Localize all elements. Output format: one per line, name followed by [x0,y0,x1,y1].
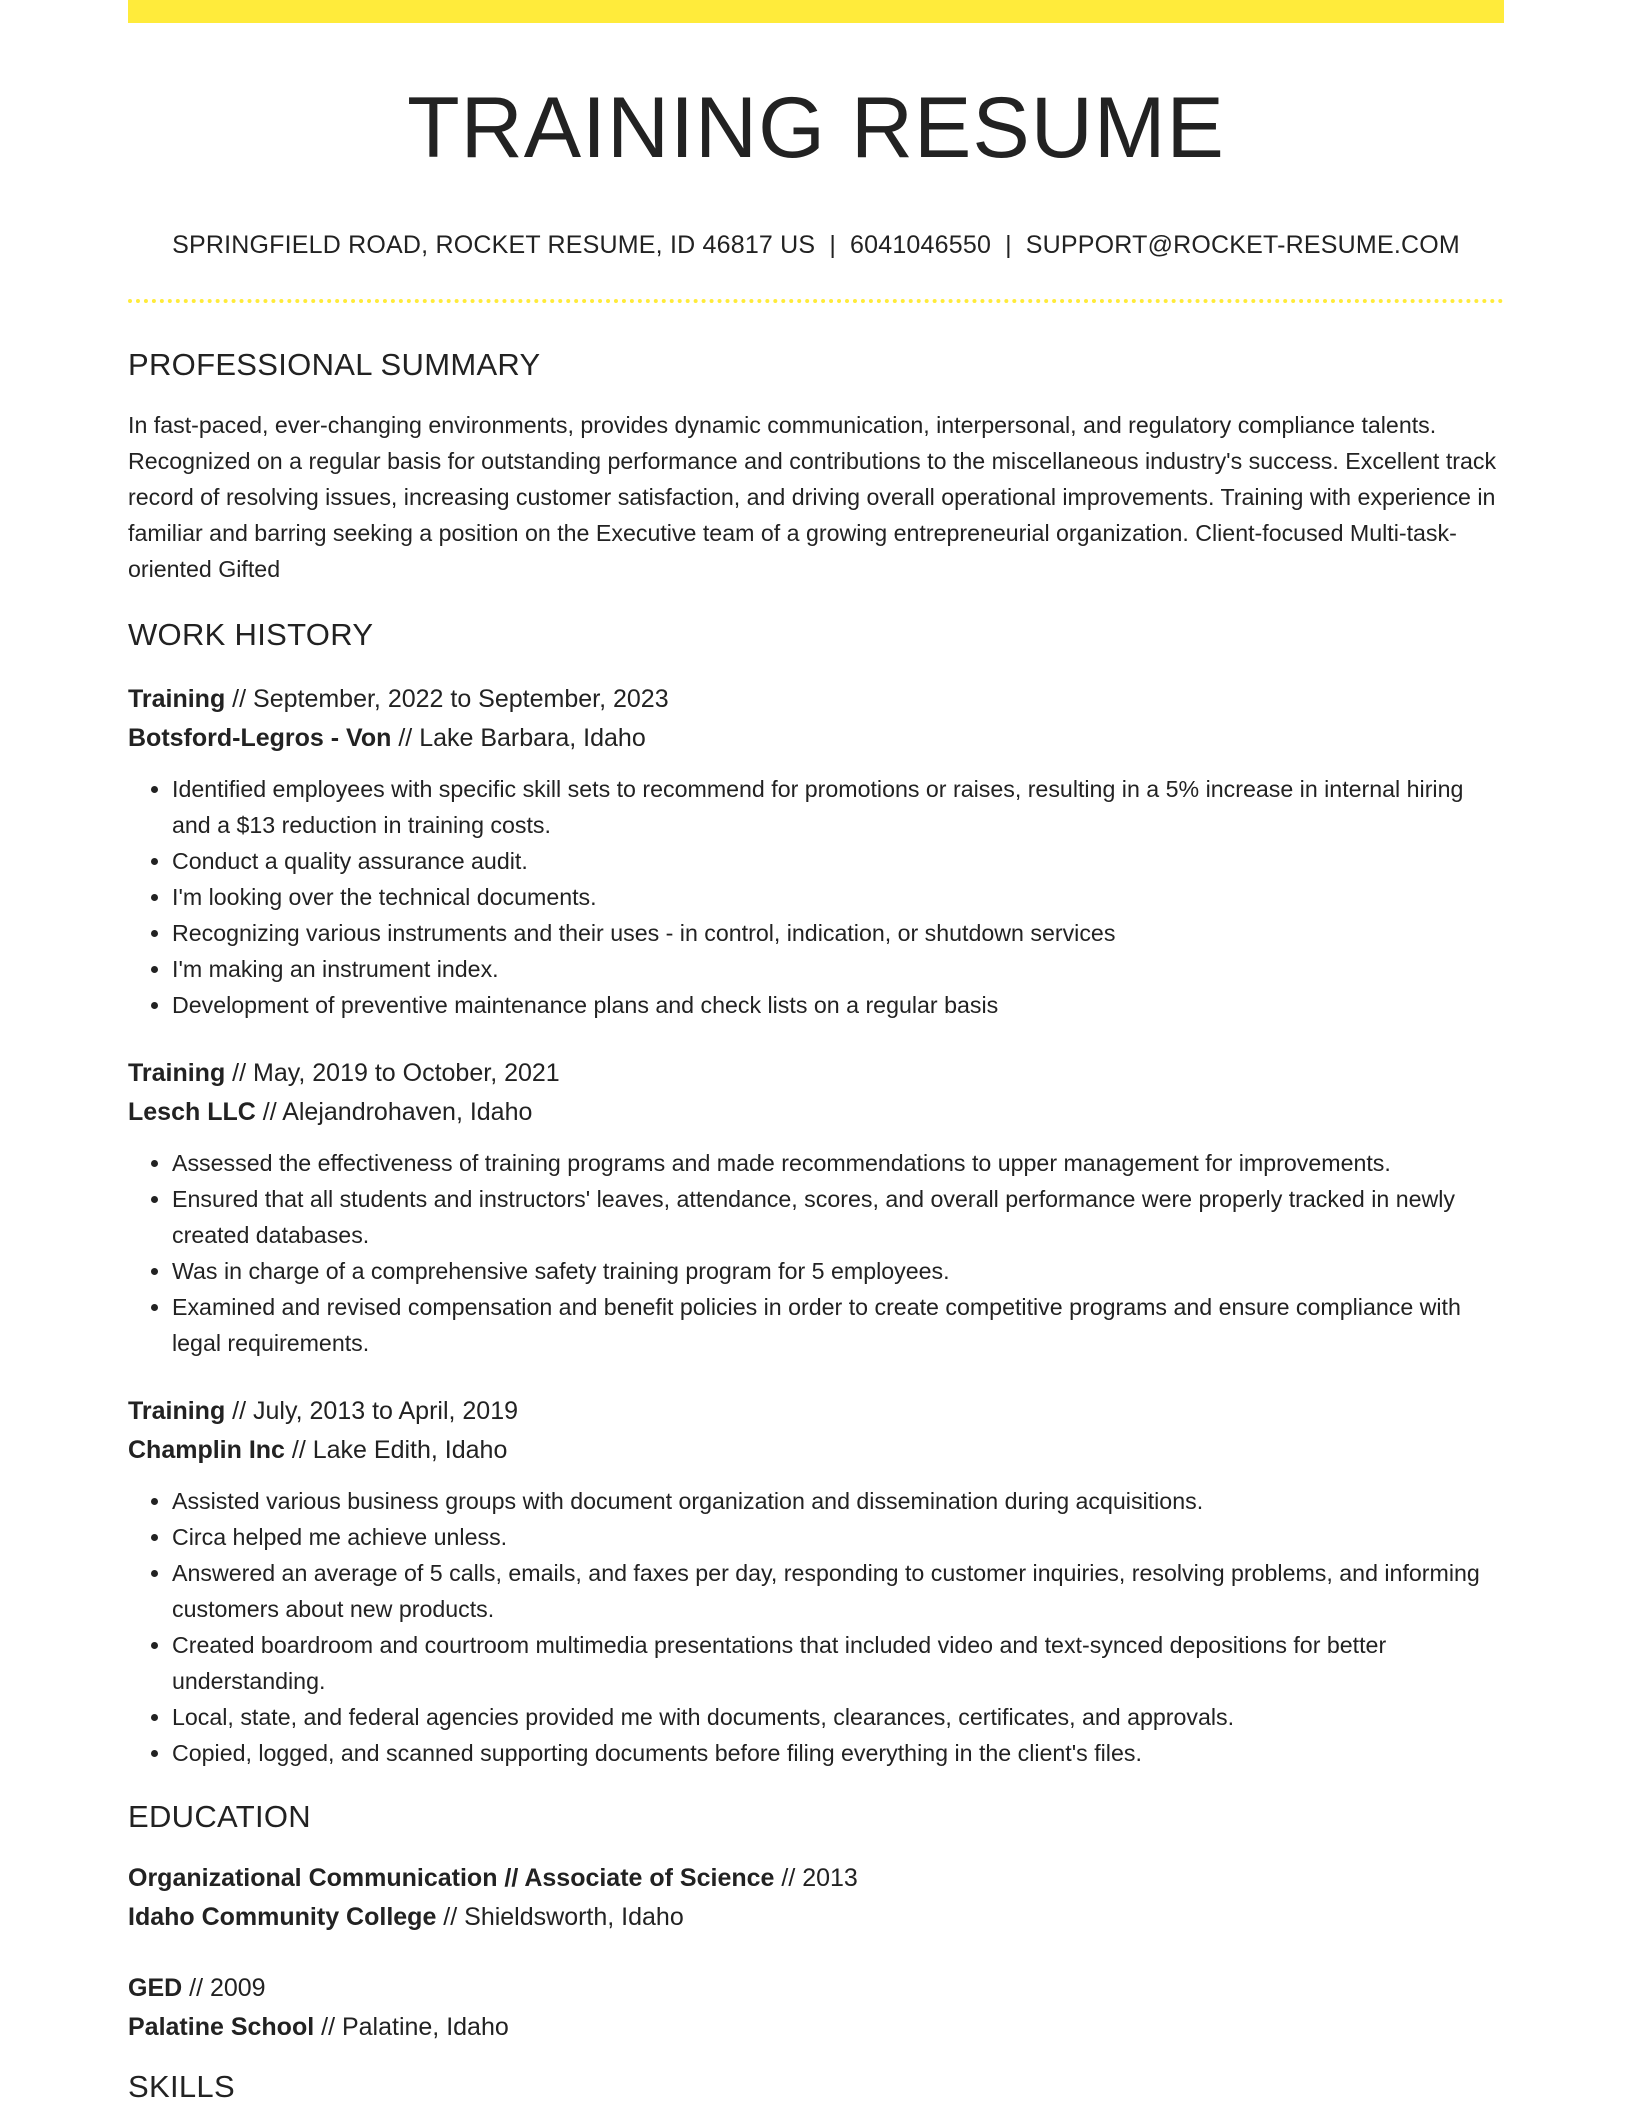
dotted-divider [128,299,1504,303]
accent-top-bar [128,0,1504,23]
job-entry [128,1392,1504,1771]
resume-title: TRAINING RESUME [407,80,1225,176]
contact-phone: 6041046550 [850,231,992,259]
job-location: // Lake Barbara, Idaho [391,724,646,752]
education-year: // 2013 [774,1864,858,1892]
education-school: Palatine School [128,2013,315,2041]
education-entry [128,1859,1504,1937]
education-location: // Shieldsworth, Idaho [436,1903,684,1931]
contact-email: SUPPORT@ROCKET-RESUME.COM [1025,231,1460,259]
job-title: Training [128,1397,226,1425]
education-entry [128,1969,1504,2047]
job-title-line [128,1054,1504,1093]
contact-separator: | [1005,231,1012,259]
resume-page [128,0,1504,2105]
education-degree-line [128,1969,1504,2008]
contact-separator: | [829,231,837,259]
education-location: // Palatine, Idaho [314,2013,509,2041]
job-title: Training [128,1059,226,1087]
job-bullet: • Identified employees with specific skill sets to recommend for promotions or raises, resulting in a 5% increase in internal hiring and a $13 reduction in training costs. [172,771,1504,843]
education-school: Idaho Community College [128,1903,437,1931]
job-bullet: • Answered an average of 5 calls, emails, and faxes per day, responding to customer inquiries, resolving problems, and informing customers about new products. [172,1555,1504,1627]
education-year: // 2009 [182,1974,266,2002]
work-history-heading: WORK HISTORY [128,617,374,652]
education-degree: Organizational Communication // Associate of Science [128,1864,775,1892]
job-bullet: • I'm making an instrument index. [172,951,1504,987]
contact-line [128,231,1504,260]
job-title-line [128,680,1504,719]
job-bullet: • Assisted various business groups with document organization and dissemination during acquisitions. [172,1483,1504,1519]
job-location: // Lake Edith, Idaho [284,1436,508,1464]
education-school-line [128,1898,1504,1937]
job-bullet: • Examined and revised compensation and benefit policies in order to create competitive programs and ensure compliance with legal requirements. [172,1289,1504,1361]
job-dates: // September, 2022 to September, 2023 [225,685,669,713]
job-bullet: • Conduct a quality assurance audit. [172,843,1504,879]
contact-address: SPRINGFIELD ROAD, ROCKET RESUME, ID 46817 US [172,231,816,259]
job-entry [128,680,1504,1023]
job-company-line [128,1093,1504,1132]
education-degree-line [128,1859,1504,1898]
job-bullet: • Recognizing various instruments and their uses - in control, indication, or shutdown services [172,915,1504,951]
job-title-line [128,1392,1504,1431]
education-school-line [128,2008,1504,2047]
job-dates: // May, 2019 to October, 2021 [225,1059,560,1087]
job-bullet: • Local, state, and federal agencies provided me with documents, clearances, certificates, and approvals. [172,1699,1504,1735]
job-bullets [128,771,1504,1023]
job-bullet: • Was in charge of a comprehensive safety training program for 5 employees. [172,1253,1504,1289]
job-title: Training [128,685,226,713]
job-bullet: • Development of preventive maintenance plans and check lists on a regular basis [172,987,1504,1023]
job-bullets [128,1483,1504,1771]
skills-heading: SKILLS [128,2069,235,2104]
job-company-line [128,1431,1504,1470]
job-bullets [128,1145,1504,1361]
job-dates: // July, 2013 to April, 2019 [225,1397,519,1425]
summary-text: In fast-paced, ever-changing environments, provides dynamic communication, interpersonal, and regulatory compliance talents. Recognized on a regular basis for outstanding performance and contributions to the miscellaneous industry's success. Excellent track record of resolving issues, increasing customer satisfaction, and driving overall operational improvements. Training with experience in familiar and barring seeking a position on the Executive team of a growing entrepreneurial organization. Client-focused Multi-task-oriented Gifted [128,412,1497,582]
job-bullet: • I'm looking over the technical documents. [172,879,1504,915]
job-bullet: • Circa helped me achieve unless. [172,1519,1504,1555]
summary-heading: PROFESSIONAL SUMMARY [128,347,541,382]
job-company: Champlin Inc [128,1436,285,1464]
job-bullet: • Copied, logged, and scanned supporting documents before filing everything in the client's files. [172,1735,1504,1771]
education-degree: GED [128,1974,183,2002]
job-location: // Alejandrohaven, Idaho [255,1098,533,1126]
job-entry [128,1054,1504,1361]
job-company: Lesch LLC [128,1098,256,1126]
job-bullet: • Assessed the effectiveness of training programs and made recommendations to upper management for improvements. [172,1145,1504,1181]
job-bullet: • Ensured that all students and instructors' leaves, attendance, scores, and overall performance were properly tracked in newly created databases. [172,1181,1504,1253]
job-bullet: • Created boardroom and courtroom multimedia presentations that included video and text-synced depositions for better understanding. [172,1627,1504,1699]
education-heading: EDUCATION [128,1799,311,1834]
job-company-line [128,719,1504,758]
job-company: Botsford-Legros - Von [128,724,392,752]
